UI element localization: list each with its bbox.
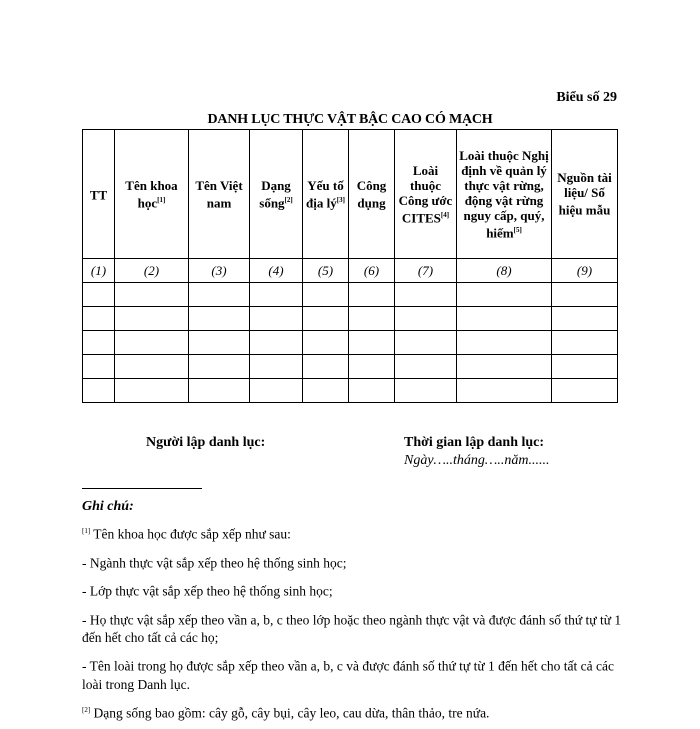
footnote-divider bbox=[82, 488, 202, 489]
species-table bbox=[82, 129, 618, 403]
column-number: (7) bbox=[395, 259, 457, 283]
note-item: - Ngành thực vật sắp xếp theo hệ thống sinh học; bbox=[82, 555, 347, 570]
notes-heading: Ghi chú: bbox=[82, 499, 134, 514]
column-number: (3) bbox=[189, 259, 250, 283]
col-header-vietnamese-name: Tên Việt nam bbox=[189, 130, 250, 259]
note-item: - Tên loài trong họ được sắp xếp theo vần a, b, c và được đánh số thứ tự từ 1 đến hết cho tất cả các loài trong Danh lục. bbox=[82, 658, 614, 692]
document-title: DANH LỤC THỰC VẬT BẬC CAO CÓ MẠCH bbox=[207, 112, 493, 127]
column-number: (6) bbox=[349, 259, 395, 283]
col-header-geographic-element: Yếu tố địa lý[3] bbox=[303, 130, 349, 259]
column-number: (4) bbox=[250, 259, 303, 283]
col-header-source: Nguồn tài liệu/ Số hiệu mẫu bbox=[552, 130, 618, 259]
form-number: Biểu số 29 bbox=[556, 90, 617, 105]
notes-section bbox=[82, 498, 622, 729]
table-row bbox=[83, 331, 618, 355]
date-placeholder: Ngày…..tháng…..năm...... bbox=[404, 453, 550, 468]
column-number: (9) bbox=[552, 259, 618, 283]
col-header-scientific-name: Tên khoa học[1] bbox=[115, 130, 189, 259]
preparer-label: Người lập danh lục: bbox=[146, 435, 266, 450]
table-row bbox=[83, 355, 618, 379]
column-number: (5) bbox=[303, 259, 349, 283]
column-number: (8) bbox=[457, 259, 552, 283]
column-number: (1) bbox=[83, 259, 115, 283]
time-label: Thời gian lập danh lục: bbox=[404, 435, 545, 450]
column-number-row bbox=[83, 259, 618, 283]
note-item: - Lớp thực vật sắp xếp theo hệ thống sinh học; bbox=[82, 583, 333, 599]
col-header-life-form: Dạng sống[2] bbox=[250, 130, 303, 259]
note-item: [1] Tên khoa học được sắp xếp như sau: bbox=[82, 526, 291, 542]
note-item: - Họ thực vật sắp xếp theo vần a, b, c theo lớp hoặc theo ngành thực vật và được đánh số thứ tự từ 1 đến hết cho tất cả các họ; bbox=[82, 612, 622, 645]
column-number: (2) bbox=[115, 259, 189, 283]
note-item: [2] Dạng sống bao gồm: cây gỗ, cây bụi, cây leo, cau dừa, thân thảo, tre nứa. bbox=[82, 705, 490, 720]
table-row bbox=[83, 283, 618, 307]
preparation-time bbox=[404, 435, 549, 469]
col-header-cites: Loài thuộc Công ước CITES[4] bbox=[395, 130, 457, 259]
table-row bbox=[83, 307, 618, 331]
col-header-decree: Loài thuộc Nghị định về quản lý thực vật rừng, động vật rừng nguy cấp, quý, hiếm[5] bbox=[457, 130, 552, 259]
col-header-tt: TT bbox=[83, 130, 115, 259]
table-row bbox=[83, 379, 618, 403]
col-header-uses: Công dụng bbox=[349, 130, 395, 259]
